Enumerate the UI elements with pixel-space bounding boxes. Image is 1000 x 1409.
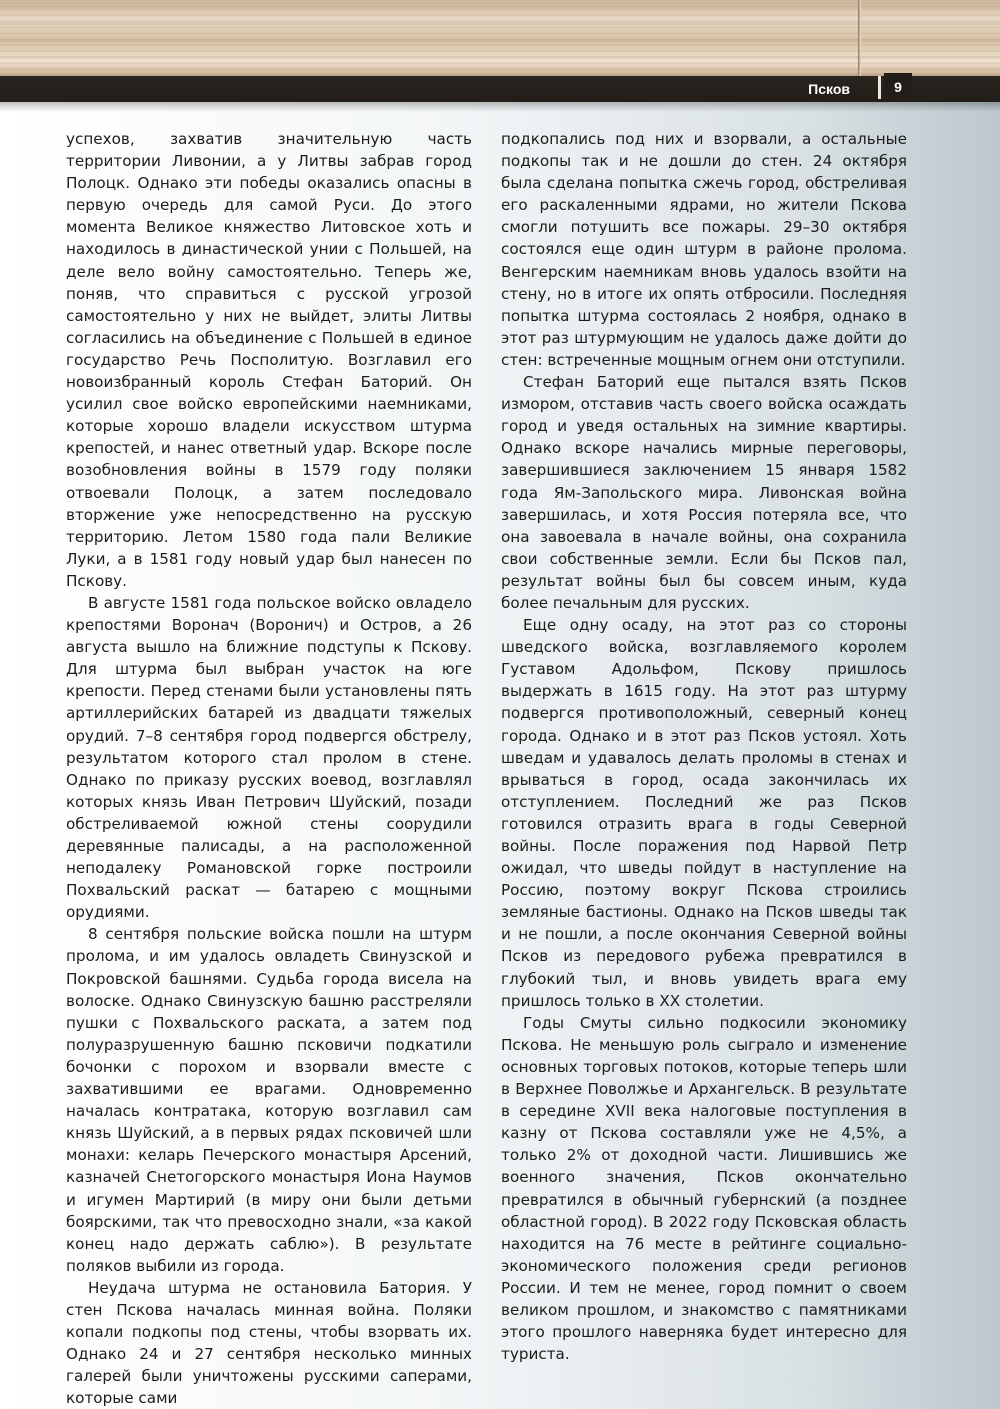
running-section-title: Псков — [808, 81, 850, 97]
right-text-column — [501, 128, 907, 1365]
paragraph: подкопались под них и взорвали, а остальные подкопы так и не дошли до стен. 24 октября была сделана попытка сжечь город, обстреливая его раскаленными ядрами, но жители Пскова смогли потушить все пожары. 29–30 октября состоялся еще один штурм в районе пролома. Венгерским наемникам вновь удалось взойти на стену, но в итоге их опять отбросили. Последняя попытка штурма состоялась 2 ноября, однако в этот раз штурмующим не удалось даже дойти до стен: встреченные мощным огнем они отступили. — [501, 130, 907, 369]
paragraph: 8 сентября польские войска пошли на штурм пролома, и им удалось овладеть Свинузской и Покровской башнями. Судьба города висела на волоске. Однако Свинузскую башню расстреляли пушки с Похвальского раската, а затем под полуразрушенную башню псковичи подкатили бочонки с порохом и взорвали вместе с захватившими ее врагами. Одновременно началась контратака, которую возглавил сам князь Шуйский, а в первых рядах псковичей шли монахи: келарь Печерского монастыря Арсений, казначей Снетогорского монастыря Иона Наумов и игумен Мартирий (в миру они были детьми боярскими, так что превосходно знали, «за какой конец надо держать саблю»). В результате поляков выбили из города. — [66, 925, 472, 1275]
paragraph: Годы Смуты сильно подкосили экономику Пскова. Не меньшую роль сыграло и изменение основных торговых потоков, которые теперь шли в Верхнее Поволжье и Архангельск. В результате в середине XVII века налоговые поступления в казну от Пскова составляли уже не 4,5%, а только 2% от доходной части. Лишившись же военного значения, Псков окончательно превратился в обычный губернский (а позднее областной город). В 2022 году Псковская область находится на 76 месте в рейтинге социально-экономического положения среди регионов России. И тем не менее, город помнит о своем великом прошлом, и знакомство с памятниками этого прошлого наверняка будет интересно для туриста. — [501, 1013, 907, 1364]
paragraph: Стефан Баторий еще пытался взять Псков измором, отставив часть своего войска осаждать город и уведя остальных на зимние квартиры. Однако вскоре начались мирные переговоры, завершившиеся заключением 15 января 1582 года Ям-Запольского мира. Ливонская война завершилась, и хотя Россия потеряла все, что она завоевала в начале войны, она сохранила свои собственные земли. Если бы Псков пал, результат войны был бы совсем иным, куда более печальным для русских. — [501, 373, 907, 612]
paragraph: В августе 1581 года польское войско овладело крепостями Воронач (Воронич) и Остров, а 26 августа вышло на ближние подступы к Пскову. Для штурма был выбран участок на юге крепости. Перед стенами были установлены пять артиллерийских батарей из двадцати тяжелых орудий. 7–8 сентября город подвергся обстрелу, результатом которого стал пролом в стене. Однако по приказу русских воевод, возглавлял которых князь Иван Петрович Шуйский, позади обстреливаемой южной стены соорудили деревянные палисады, а на расположенной неподалеку Романовской горке построили Похвальский раскат — батарею с мощными орудиями. — [66, 593, 472, 922]
header-wood-banner — [0, 0, 1000, 76]
paragraph: Еще одну осаду, на этот раз со стороны шведского войска, возглавляемого королем Густавом Адольфом, Пскову пришлось выдержать в 1615 году. На этот раз штурму подвергся противоположный, северный конец города. Однако и в этот раз Псков устоял. Хоть шведам и удавалось делать проломы в стенах и врываться в город, осада закончилась их отступлением. Последний же раз Псков готовился отразить врага в годы Северной войны. После поражения под Нарвой Петр ожидал, что шведы пойдут в наступление на Россию, поэтому вокруг Пскова строились земляные бастионы. Однако на Псков шведы так и не пошли, а после окончания Северной войны Псков из передового рубежа превратился в глубокий тыл, и вновь увидеть врага ему пришлось только в XX столетии. — [501, 616, 907, 1010]
wood-plank-divider — [858, 0, 861, 76]
header-bar — [0, 76, 1000, 102]
page-number: 9 — [884, 73, 912, 102]
paragraph: Неудача штурма не остановила Батория. У стен Пскова началась минная война. Поляки копали подкопы под стены, чтобы взорвать их. Однако 24 и 27 сентября несколько минных галерей были уничтожены русскими саперами, которые сами — [66, 1278, 472, 1408]
paragraph: успехов, захватив значительную часть территории Ливонии, а у Литвы забрав город Полоцк. Однако эти победы оказались опасны в первую очередь для самой Руси. До этого момента Великое княжество Литовское хоть и находилось в династической унии с Польшей, на деле вело войну самостоятельно. Теперь же, поняв, что справиться с русской угрозой самостоятельно у них не выйдет, элиты Литвы согласились на объединение с Польшей в единое государство Речь Посполитую. Возглавил его новоизбранный король Стефан Баторий. Он усилил свое войско европейскими наемниками, которые хорошо владели искусством штурма крепостей, и нанес ответный удар. Вскоре после возобновления войны в 1579 году поляки отвоевали Полоцк, а затем последовало вторжение уже непосредственно на русскую территорию. Летом 1580 года пали Великие Луки, а в 1581 году новый удар был нанесен по Пскову. — [66, 130, 472, 590]
header-bar-shadow — [0, 102, 1000, 112]
left-text-column — [66, 128, 472, 1409]
